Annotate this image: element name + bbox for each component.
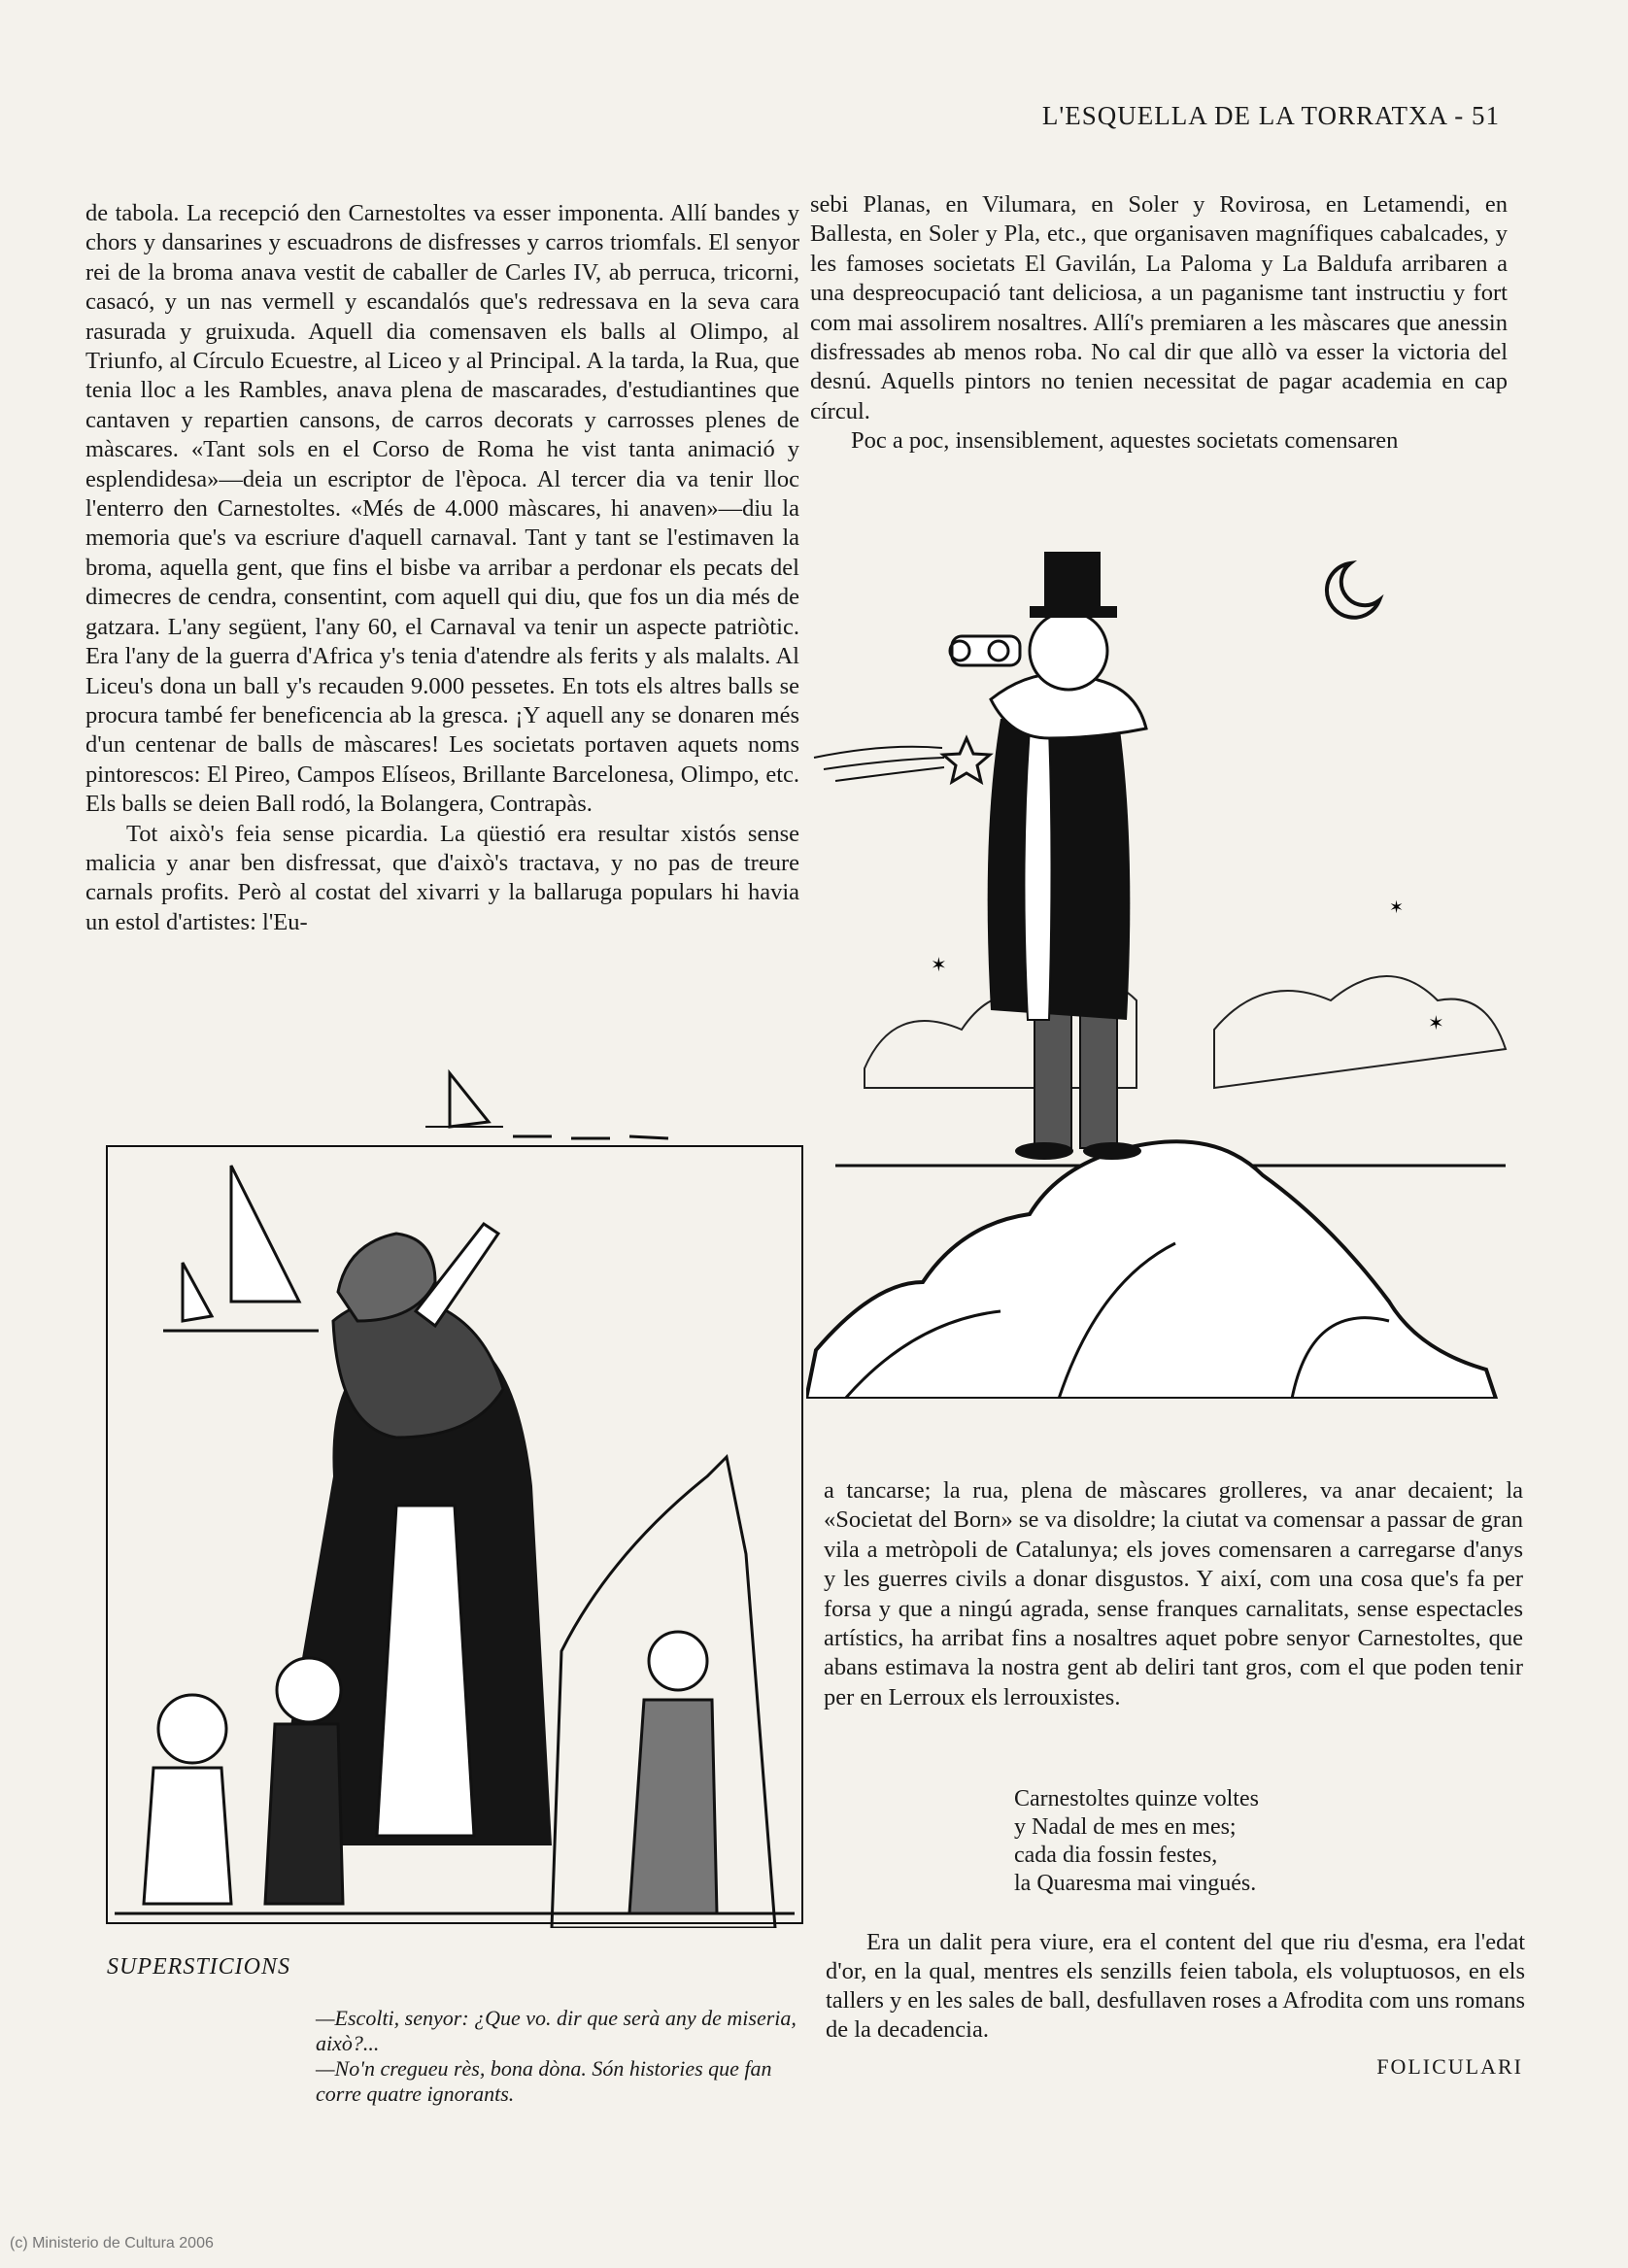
left-paragraph-2: Tot això's feia sense picardia. La qüestió era resultar xistós sense malicia y anar ben disfressat, que d'això's tractava, y no pas de treure carnals profits. Però al costat del xivarri y la ballaruga populars hi havia un estol d'artistes: l'Eu-: [85, 820, 799, 935]
right-top-paragraph-1: sebi Planas, en Vilumara, en Soler y Rovirosa, en Letamendi, en Ballesta, en Soler y Pla, etc., que organisaven magnífiques cabalcades, y les famoses societats El Gavilán, La Paloma y La Baldufa arribaren a una despreocupació tant deliciosa, a un paganisme tant instructiu y fort com mai assolirem nosaltres. Allí's premiaren a les màscares que anessin disfressades ab menos roba. No cal dir que allò va esser la victoria del desnú. Aquells pintors no tenien necessitat de pagar academia en cap círcul.: [810, 191, 1508, 424]
superstitions-illustration: [105, 1068, 804, 1928]
verse: [1014, 1785, 1259, 1898]
right-column-top: [810, 190, 1508, 457]
right-bottom-paragraph-1: a tancarse; la rua, plena de màscares grolleres, va anar decaient; la «Societat del Born» se va disoldre; la ciutat va comensar a passar de gran vila a metròpoli de Catalunya; els joves comensaren a carregarse d'anys y les guerres civils a donar disgustos. Y així, com una cosa que's fa per forsa y que a ningú agrada, sense franques carnalitats, sense espectacles artístics, ha arribat fins a nosaltres aquet pobre senyor Carnestoltes, que abans estimava la nostra gent ab deliri tant gros, com el que poden tenir per en Lerroux els lerrouxistes.: [824, 1477, 1523, 1710]
caption-title: SUPERSTICIONS: [107, 1954, 290, 1980]
caption-dialog: [316, 2006, 801, 2107]
caption-line-2: —No'n cregueu rès, bona dòna. Són histories que fan corre quatre ignorants.: [316, 2056, 772, 2106]
verse-line-1: Carnestoltes quinze voltes: [1014, 1786, 1259, 1811]
verse-line-4: la Quaresma mai vingués.: [1014, 1871, 1257, 1896]
right-top-paragraph-2: Poc a poc, insensiblement, aquestes societats comensaren: [851, 427, 1399, 455]
author-signature: FOLICULARI: [1376, 2054, 1523, 2079]
right-column-bottom: [824, 1476, 1523, 1712]
caption-line-1: —Escolti, senyor: ¿Que vo. dir que serà any de miseria, això?...: [316, 2006, 797, 2055]
running-header: L'ESQUELLA DE LA TORRATXA - 51: [1041, 101, 1500, 130]
binoculars-man-illustration: [806, 544, 1515, 1399]
copyright-notice: (c) Ministerio de Cultura 2006: [10, 2235, 214, 2251]
closing-paragraph: Era un dalit pera viure, era el content del que riu d'esma, era l'edat d'or, en la qual, mentres els senzills feien tabola, els voluptuosos, en els tallers y en les sales de ball, desfullaven roses a Afrodita com uns romans de la decadencia.: [826, 1929, 1525, 2043]
left-column: [85, 199, 799, 937]
svg-text:✶: ✶: [931, 955, 947, 976]
verse-line-2: y Nadal de mes en mes;: [1014, 1814, 1237, 1840]
left-paragraph-1: de tabola. La recepció den Carnestoltes va esser imponenta. Allí bandes y chors y dansarines y escuadrons de disfresses y carros triomfals. El senyor rei de la broma anava vestit de caballer de Carles IV, ab perruca, tricorni, casacó, y un nas vermell y escandalós que's redressava en la seva cara rasurada y gruixuda. Aquell dia comensaven els balls al Olimpo, al Triunfo, al Círculo Ecuestre, al Liceo y al Principal. A la tarda, la Rua, que tenia lloc a les Rambles, anava plena de mascarades, d'estudiantines que cantaven y repartien cansons, de carros decorats y carrosses plenes de màscares. «Tant sols en el Corso de Roma he vist tanta animació y esplendidesa»—deia un escriptor de l'època. Al tercer dia va tenir lloc l'enterro den Carnestoltes. «Més de 4.000 màscares, hi anaven»—diu la memoria que's va escriure d'aquell carnaval. Tant y tant se l'estimaven la broma, aquella gent, que fins el bisbe va arribar a perdonar els pecats del dimecres de cendra, consentint, com aquell qui diu, que fos un dia més de gatzara. L'any següent, l'any 60, el Carnaval va tenir un aspecte patriòtic. Era l'any de la guerra d'Africa y's tenia d'atendre als ferits y als malalts. Al Liceu's dona un ball y's recauden 9.000 pessetes. En tots els altres balls se procura també fer beneficencia ab la gresca. ¡Y aquell any se donaren més d'un centenar de balls de màscares! Les societats portaven aquets noms pintorescos: El Pireo, Campos Elíseos, Brillante Barcelonesa, Olimpo, etc. Els balls se deien Ball rodó, la Bolangera, Contrapàs.: [85, 200, 799, 818]
svg-text:✶: ✶: [1389, 897, 1405, 917]
svg-text:✶: ✶: [1428, 1013, 1444, 1034]
verse-line-3: cada dia fossin festes,: [1014, 1843, 1218, 1868]
